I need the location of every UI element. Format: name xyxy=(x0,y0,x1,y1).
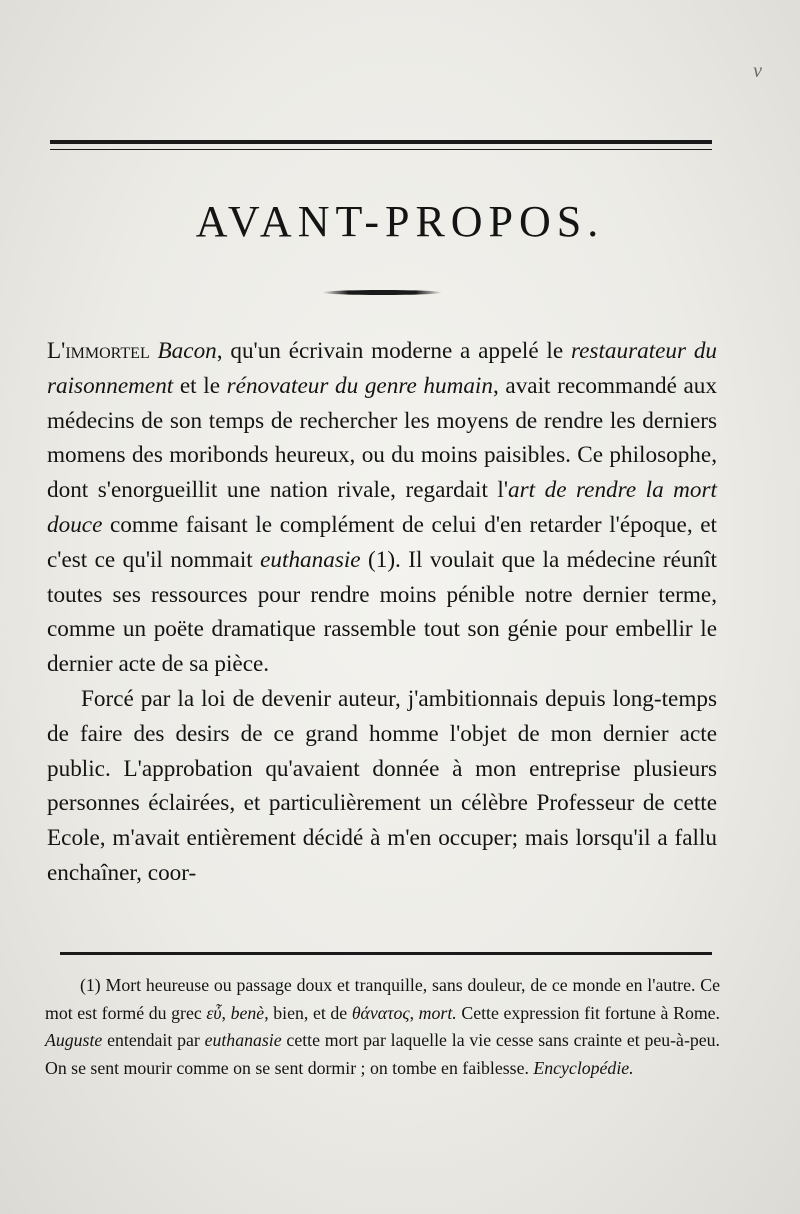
italic-bacon: Bacon xyxy=(157,338,217,364)
italic-encyclopedie: Encyclopédie. xyxy=(533,1057,634,1078)
text-run: Cette expression fit fortune à Rome. xyxy=(456,1002,720,1023)
main-text xyxy=(47,334,717,891)
smallcaps-word: immortel xyxy=(65,338,150,364)
dropcap: L' xyxy=(47,338,66,364)
italic-auguste: Auguste xyxy=(45,1030,103,1050)
italic-euthanasie: euthanasie xyxy=(260,546,361,573)
greek-word-thanatos: θάνατος xyxy=(351,1002,410,1023)
text-run xyxy=(150,338,158,364)
text-run: , bien, et de xyxy=(264,1002,352,1023)
paragraph-2: Forcé par la loi de devenir auteur, j'ambitionnais depuis long-temps de faire des desirs de ce grand homme l'objet de mon dernier acte public. L'approbation qu'avaient donnée à mon entreprise plusieurs personnes éclairées, et particulièrement un célèbre Professeur de cette Ecole, m'avait entièrement décidé à m'en occuper; mais lorsqu'il a fallu enchaîner, coor- xyxy=(47,685,717,886)
text-run: entendait par xyxy=(102,1030,205,1050)
text-run: comme faisant le complément de celui d'en retarder l'époque, et c'est ce qu'il nommait xyxy=(47,511,717,573)
greek-word-eu: εὖ xyxy=(206,1002,222,1023)
footnote xyxy=(45,972,720,1082)
italic-mort: mort. xyxy=(418,1002,457,1023)
text-run: , xyxy=(409,1002,419,1023)
italic-art: art de rendre la mort douce xyxy=(47,477,717,538)
page-folio: v xyxy=(753,60,762,82)
footnote-text xyxy=(45,972,720,1082)
text-run: (1) Mort heureuse ou passage doux et tranquille, sans douleur, de ce monde en l'autre. Ce mot est formé du grec xyxy=(45,975,720,1023)
title-ornament-rule xyxy=(322,290,442,295)
text-run: , qu'un écrivain moderne a appelé le xyxy=(216,338,571,364)
header-rule-thin xyxy=(50,149,712,150)
page-title: AVANT-PROPOS. xyxy=(195,197,605,246)
footnote-rule xyxy=(60,952,712,955)
paragraph-1 xyxy=(47,334,717,682)
header-rule-thick xyxy=(50,140,712,144)
italic-bene: benè xyxy=(230,1002,265,1023)
text-run: , avait recommandé aux médecins de son temps de rechercher les moyens de rendre les derniers momens des moribonds heureux, ou du moins paisibles. Ce philosophe, dont s'enorgueillit une nation rivale, regardait l' xyxy=(47,372,717,504)
text-run: cette mort par laquelle la vie cesse sans crainte et peu-à-peu. On se sent mourir comme on se sent dormir ; on tombe en faiblesse. xyxy=(45,1030,720,1078)
text-run: et le xyxy=(173,372,227,399)
italic-euthanasie-note: euthanasie xyxy=(204,1030,282,1050)
text-run: (1). Il voulait que la médecine réunît toutes ses ressources pour rendre moins pénible notre dernier terme, comme un poëte dramatique rassemble tout son génie pour embellir le dernier acte de sa pièce. xyxy=(47,546,718,678)
italic-renovateur: rénovateur du genre humain xyxy=(226,372,493,399)
italic-restaurateur: restaurateur du raisonnement xyxy=(47,338,718,399)
text-run: , xyxy=(221,1002,231,1023)
